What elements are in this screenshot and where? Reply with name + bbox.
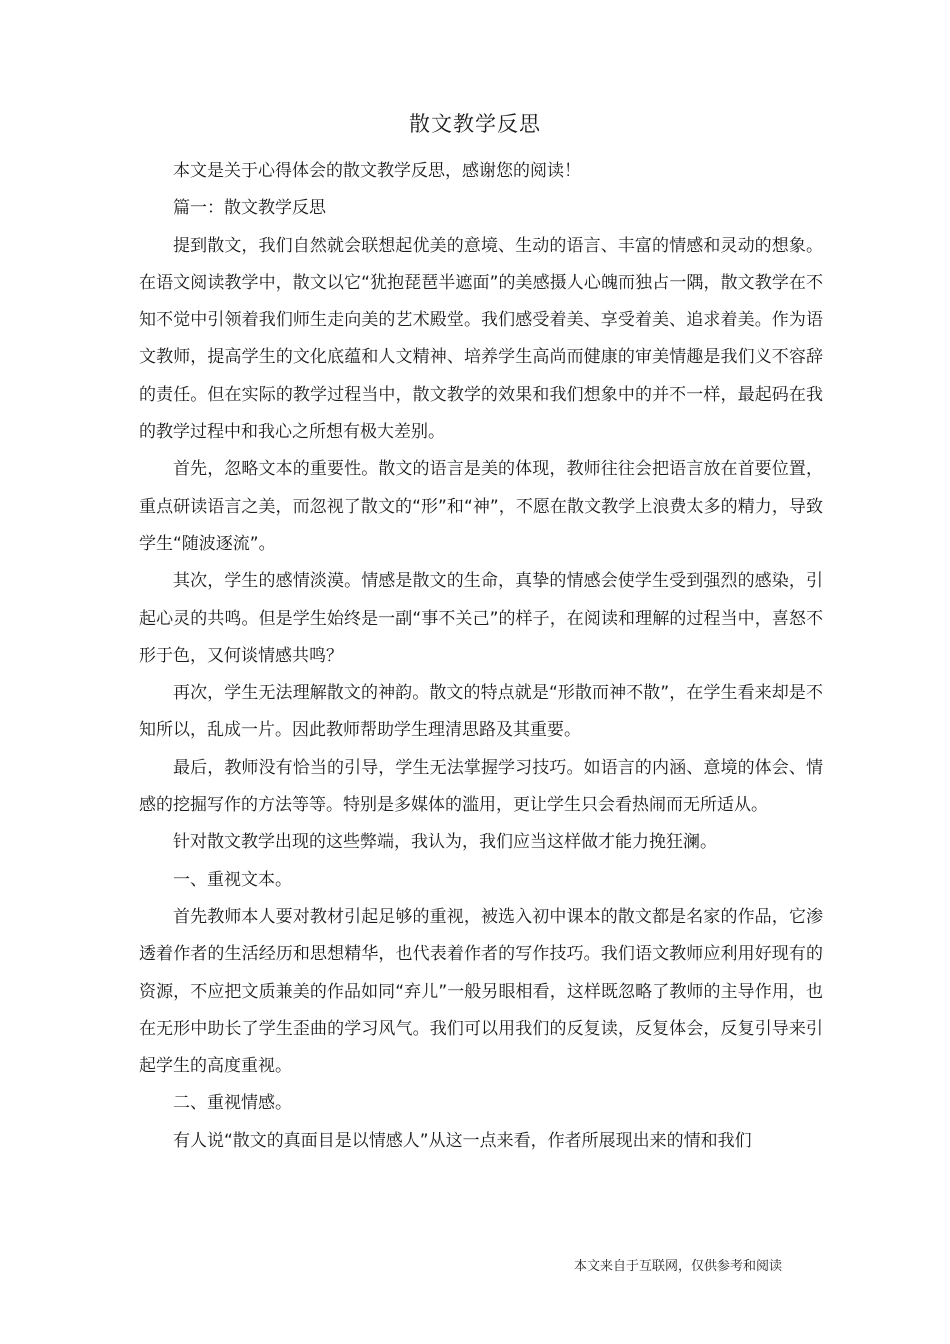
body-paragraph: 首先教师本人要对教材引起足够的重视，被选入初中课本的散文都是名家的作品，它渗透着作者的生活经历和思想精华，也代表着作者的写作技巧。我们语文教师应利用好现有的资源，不应把文质兼美的作品如同“弃儿”一般另眼相看，这样既忽略了教师的主导作用，也在无形中助长了学生歪曲的学习风气。我们可以用我们的反复读，反复体会，反复引导来引起学生的高度重视。 [139, 906, 823, 1077]
body-paragraph: 再次，学生无法理解散文的神韵。散文的特点就是“形散而神不散”，在学生看来却是不知所以，乱成一片。因此教师帮助学生理清思路及其重要。 [139, 683, 823, 741]
subheading-value-text: 一、重视文本。 [173, 869, 292, 890]
document-title: 散文教学反思 [409, 112, 541, 136]
body-paragraph: 针对散文教学出现的这些弊端，我认为，我们应当这样做才能力挽狂澜。 [173, 832, 717, 853]
body-paragraph: 最后，教师没有恰当的引导，学生无法掌握学习技巧。如语言的内涵、意境的体会、情感的挖掘写作的方法等等。特别是多媒体的滥用，更让学生只会看热闹而无所适从。 [139, 757, 823, 816]
intro-paragraph: 本文是关于心得体会的散文教学反思，感谢您的阅读！ [173, 161, 581, 181]
body-paragraph: 其次，学生的感情淡漠。情感是散文的生命，真挚的情感会使学生受到强烈的感染，引起心灵的共鸣。但是学生始终是一副“事不关己”的样子，在阅读和理解的过程当中，喜怒不形于色，又何谈情感共鸣？ [139, 571, 823, 666]
body-paragraph: 提到散文，我们自然就会联想起优美的意境、生动的语言、丰富的情感和灵动的想象。在语文阅读教学中，散文以它“犹抱琵琶半遮面”的美感摄人心魄而独占一隅，散文教学在不知不觉中引领着我们师生走向美的艺术殿堂。我们感受着美、享受着美、追求着美。作为语文教师，提高学生的文化底蕴和人文精神、培养学生高尚而健康的审美情趣是我们义不容辞的责任。但在实际的教学过程当中，散文教学的效果和我们想象中的并不一样，最起码在我的教学过程中和我心之所想有极大差别。 [139, 235, 823, 443]
body-paragraph: 首先，忽略文本的重要性。散文的语言是美的体现，教师往往会把语言放在首要位置，重点研读语言之美，而忽视了散文的“形”和“神”，不愿在散文教学上浪费太多的精力，导致学生“随波逐流”。 [139, 459, 823, 554]
body-paragraph: 有人说“散文的真面目是以情感人”从这一点来看，作者所展现出来的情和我们 [173, 1130, 752, 1151]
document-body [139, 153, 823, 1160]
section-heading-part-one: 篇一：散文教学反思 [173, 198, 326, 219]
subheading-value-emotion: 二、重视情感。 [173, 1093, 292, 1114]
source-footnote: 本文来自于互联网，仅供参考和阅读 [574, 1259, 783, 1274]
